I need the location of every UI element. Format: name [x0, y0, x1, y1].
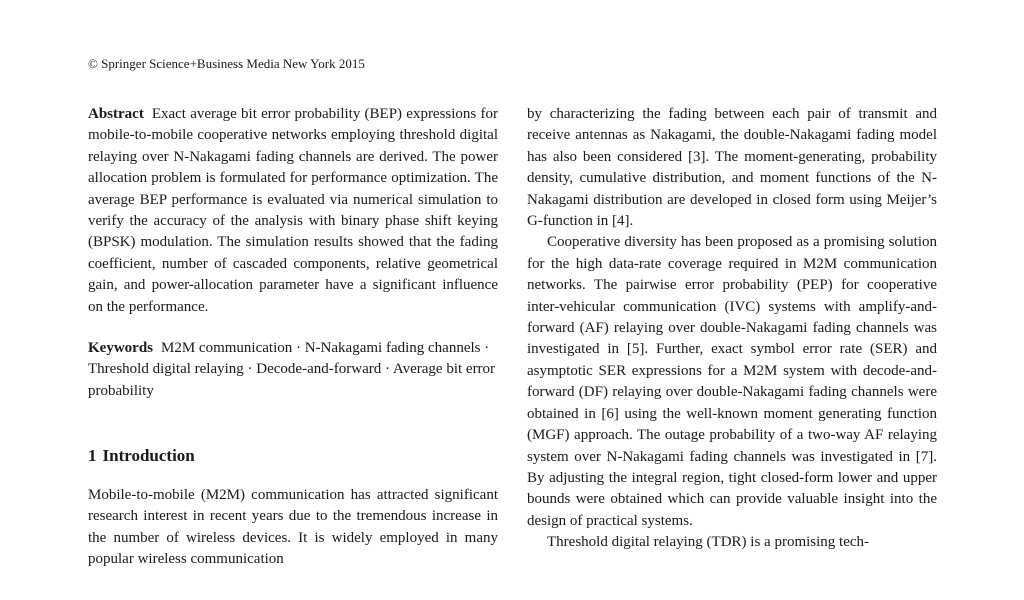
section-title: Introduction	[102, 446, 195, 466]
right-column	[527, 104, 937, 554]
abstract-body: Exact average bit error probability (BEP) expressions for mobile-to-mobile cooperative networks employing threshold digital relaying over N-Nakagami fading channels are derived. The power allocation problem is formulated for performance optimization. The average BEP performance is evaluated via numerical simulation to verify the accuracy of the analysis with binary phase shift keying (BPSK) modulation. The simulation results showed that the fading coefficient, number of cascaded components, relative geometrical gain, and power-allocation parameter have a significant influence on the performance.	[88, 106, 498, 315]
left-column	[88, 104, 498, 570]
body-paragraph-1: by characterizing the fading between each pair of transmit and receive antennas as Nakagami, the double-Nakagami fading model has also been considered [3]. The moment-generating, probability density, cumulative distribution, and moment functions of the N-Nakagami distribution are developed in closed form using Meijer’s G-function in [4].	[527, 106, 937, 230]
introduction-paragraph: Mobile-to-mobile (M2M) communication has attracted significant research interest in recent years due to the tremendous increase in the number of wireless devices. It is widely employed in many popular wireless communication	[88, 486, 498, 567]
body-paragraph-3: Threshold digital relaying (TDR) is a promising tech-	[547, 534, 870, 551]
copyright-notice: © Springer Science+Business Media New York 2015	[88, 56, 365, 71]
keywords-body: M2M communication · N-Nakagami fading channels · Threshold digital relaying · Decode-and-forward · Average bit error probability	[88, 340, 496, 399]
body-paragraph-2: Cooperative diversity has been proposed as a promising solution for the high data-rate coverage required in M2M communication networks. The pairwise error probability (PEP) for cooperative inter-vehicular communication (IVC) systems with amplify-and-forward (AF) relaying over double-Nakagami fading channels was investigated in [5]. Further, exact symbol error rate (SER) and asymptotic SER expressions for a M2M system with decode-and-forward (DF) relaying over double-Nakagami fading channels were obtained in [6] using the well-known moment generating function (MGF) approach. The outage probability of a two-way AF relaying system over N-Nakagami fading channels was investigated in [7]. By adjusting the integral region, tight closed-form lower and upper bounds were obtained which can provide valuable insight into the design of practical systems.	[527, 234, 937, 529]
abstract-paragraph	[88, 104, 498, 318]
section-heading-introduction	[88, 445, 498, 466]
keywords-heading: Keywords	[88, 340, 153, 357]
abstract-heading: Abstract	[88, 106, 144, 122]
section-number: 1	[88, 446, 97, 466]
keywords-paragraph	[88, 338, 498, 402]
